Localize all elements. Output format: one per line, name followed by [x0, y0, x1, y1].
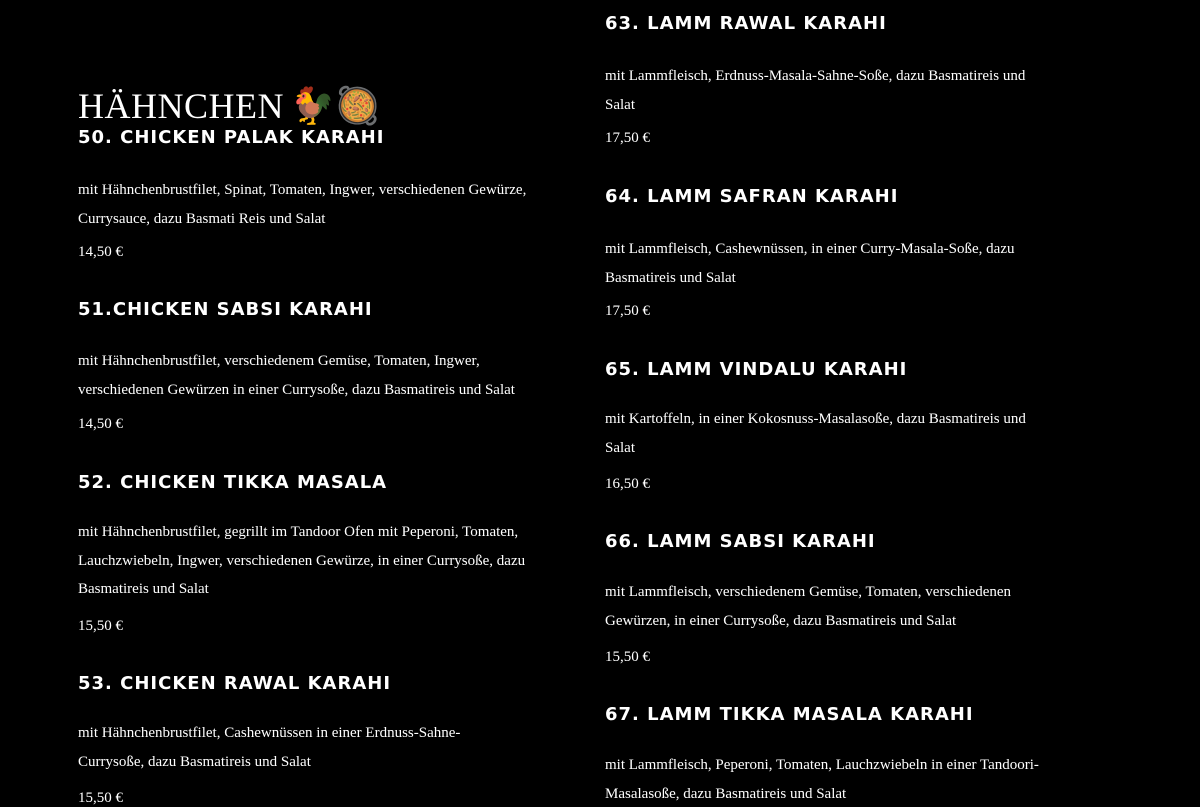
section-title-text: HÄHNCHEN: [78, 86, 284, 127]
menu-item: [605, 531, 1065, 665]
menu-item-price: 15,50 €: [78, 790, 123, 806]
menu-item-description: mit Hähnchenbrustfilet, Spinat, Tomaten, Ingwer, verschiedenen Gewürze, Currysauce, dazu Basmati Reis und Salat: [78, 182, 527, 227]
menu-item-title: 53. CHICKEN RAWAL KARAHI: [78, 673, 392, 694]
menu-item-description: mit Hähnchenbrustfilet, Cashewnüssen in einer Erdnuss-Sahne-Currysoße, dazu Basmatireis und Salat: [78, 725, 461, 770]
menu-item-price: 14,50 €: [78, 416, 123, 432]
menu-item-title: 65. LAMM VINDALU KARAHI: [605, 359, 908, 380]
menu-item-price: 17,50 €: [605, 303, 650, 319]
menu-item: [605, 186, 1065, 319]
menu-item-description: mit Hähnchenbrustfilet, verschiedenem Gemüse, Tomaten, Ingwer, verschiedenen Gewürzen in einer Currysoße, dazu Basmatireis und Salat: [78, 353, 515, 398]
menu-item: [78, 127, 548, 260]
menu-item: [605, 359, 1065, 492]
menu-item: [605, 13, 1065, 146]
menu-item: [78, 472, 548, 634]
menu-item-title: 63. LAMM RAWAL KARAHI: [605, 13, 887, 34]
menu-item-description: mit Lammfleisch, Peperoni, Tomaten, Lauchzwiebeln in einer Tandoori-Masalasoße, dazu Basmatireis und Salat: [605, 757, 1039, 802]
menu-item-price: 15,50 €: [78, 618, 123, 634]
menu-item-description: mit Lammfleisch, verschiedenem Gemüse, Tomaten, verschiedenen Gewürzen, in einer Currysoße, dazu Basmatireis und Salat: [605, 584, 1012, 629]
menu-item: [78, 299, 548, 432]
menu-item-description: mit Kartoffeln, in einer Kokosnuss-Masalasoße, dazu Basmatireis und Salat: [605, 411, 1026, 456]
menu-item-title: 52. CHICKEN TIKKA MASALA: [78, 472, 388, 493]
menu-item-title: 66. LAMM SABSI KARAHI: [605, 531, 876, 552]
menu-item-title: 67. LAMM TIKKA MASALA KARAHI: [605, 704, 974, 725]
menu-item-price: 16,50 €: [605, 476, 650, 492]
menu-item: [605, 704, 1065, 807]
menu-item-description: mit Lammfleisch, Cashewnüssen, in einer Curry-Masala-Soße, dazu Basmatireis und Salat: [605, 241, 1015, 286]
rooster-cooking-pot-icon: 🐓🥘: [290, 86, 381, 127]
section-title: [78, 86, 381, 127]
menu-item: [78, 673, 548, 806]
menu-item-title: 51.CHICKEN SABSI KARAHI: [78, 299, 373, 320]
menu-item-price: 15,50 €: [605, 649, 650, 665]
menu-item-description: mit Hähnchenbrustfilet, gegrillt im Tandoor Ofen mit Peperoni, Tomaten, Lauchzwiebeln, Ingwer, verschiedenen Gewürze, in einer Currysoße, dazu Basmatireis und Salat: [78, 524, 526, 597]
menu-item-price: 14,50 €: [78, 244, 123, 260]
menu-item-title: 64. LAMM SAFRAN KARAHI: [605, 186, 899, 207]
menu-item-title: 50. CHICKEN PALAK KARAHI: [78, 127, 385, 148]
menu-item-description: mit Lammfleisch, Erdnuss-Masala-Sahne-Soße, dazu Basmatireis und Salat: [605, 68, 1026, 113]
menu-item-price: 17,50 €: [605, 130, 650, 146]
